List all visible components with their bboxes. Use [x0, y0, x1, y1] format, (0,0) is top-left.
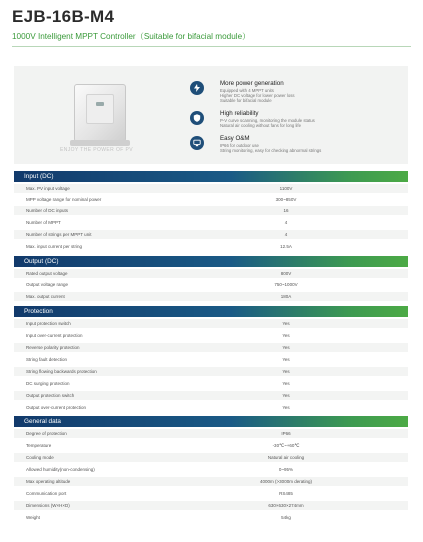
- row-label: Allowed humidity(non-condensing): [26, 467, 95, 472]
- inverter-indicator: [96, 102, 104, 106]
- row-label: Output voltage range: [26, 282, 69, 287]
- section-title: Protection: [24, 307, 53, 315]
- row-label: Communication port: [26, 491, 67, 496]
- inverter-image: [66, 80, 132, 146]
- row-label: Number of strings per MPPT unit: [26, 232, 92, 237]
- feature-title: Easy O&M: [220, 135, 250, 142]
- page-subtitle: 1000V Intelligent MPPT Controller（Suitable for bifacial module）: [12, 32, 251, 41]
- row-value: 630×630×274mm: [268, 503, 304, 508]
- table-row: [14, 206, 408, 215]
- table-row: [14, 489, 408, 498]
- row-value: Yes: [282, 393, 290, 398]
- row-label: Reverse polarity protection: [26, 345, 80, 350]
- row-value: Yes: [282, 369, 290, 374]
- section-title: Input (DC): [24, 172, 54, 180]
- row-label: Weight: [26, 515, 40, 520]
- table-row: [14, 184, 408, 193]
- row-label: Max. output current: [26, 294, 65, 299]
- shield-icon: [190, 111, 204, 125]
- row-value: 800V: [280, 271, 292, 276]
- row-label: Max operating altitude: [26, 479, 71, 484]
- row-value: RS485: [279, 491, 293, 496]
- row-label: Degree of protection: [26, 431, 67, 436]
- table-row: [14, 269, 408, 278]
- section-header-general-data: [14, 416, 408, 427]
- feature-line: String monitoring, easy for checking abnormal strings: [220, 148, 322, 153]
- row-value: Yes: [282, 357, 290, 362]
- row-value: Yes: [282, 333, 290, 338]
- feature-line: Equipped with 4 MPPT units: [220, 88, 274, 93]
- row-label: Output over-current protection: [26, 405, 87, 410]
- row-label: Input protection switch: [26, 321, 71, 326]
- row-label: Dimensions (W×H×D): [26, 503, 70, 508]
- row-label: Temperature: [26, 443, 52, 448]
- row-value: 12.5A: [280, 244, 292, 249]
- row-label: Cooling mode: [26, 455, 54, 460]
- table-row: [14, 501, 408, 510]
- row-label: String fault detection: [26, 357, 68, 362]
- row-label: String flowing backwards protection: [26, 369, 97, 374]
- row-label: Number of MPPT: [26, 220, 61, 225]
- feature-title: High reliability: [220, 110, 259, 117]
- page-title: EJB-16B-M4: [12, 7, 115, 26]
- table-row: [14, 280, 408, 289]
- section-title: Output (DC): [24, 257, 59, 265]
- row-value: IP66: [281, 431, 291, 436]
- title-divider: [12, 46, 411, 47]
- row-value: 16: [283, 208, 289, 213]
- table-row: [14, 477, 408, 486]
- row-value: -30℃~+60℃: [272, 443, 300, 448]
- row-label: Input over-current protection: [26, 333, 83, 338]
- feature-line: IP66 for outdoor use: [220, 143, 259, 148]
- table-row: [14, 429, 408, 438]
- table-row: [14, 465, 408, 474]
- inverter-panel: [86, 94, 114, 124]
- row-value: Yes: [282, 321, 290, 326]
- feature-line: Natural air cooling without fans for long life: [220, 123, 301, 128]
- row-value: 1100V: [279, 186, 293, 191]
- row-value: Yes: [282, 381, 290, 386]
- row-label: Output protection switch: [26, 393, 75, 398]
- power-generation-icon: [190, 81, 204, 95]
- table-row: [14, 453, 408, 462]
- section-header-output-dc: [14, 256, 408, 267]
- row-value: 0~95%: [278, 467, 294, 472]
- row-label: Number of DC inputs: [26, 208, 69, 213]
- table-row: [14, 355, 408, 364]
- feature-title: More power generation: [220, 80, 284, 87]
- table-row: [14, 331, 408, 340]
- inverter-base: [70, 140, 130, 146]
- row-value: 4: [284, 232, 288, 237]
- row-label: DC surging protection: [26, 381, 70, 386]
- section-title: General data: [24, 417, 61, 425]
- row-value: 4000m (>3000m derating): [260, 479, 312, 484]
- row-value: 300~850V: [275, 197, 297, 202]
- table-row: [14, 195, 408, 204]
- table-row: [14, 230, 408, 239]
- row-value: Yes: [282, 405, 290, 410]
- section-header-input-dc: [14, 171, 408, 182]
- row-value: 4: [284, 220, 288, 225]
- feature-line: Higher DC voltage for lower power loss: [220, 93, 295, 98]
- row-label: MPP voltage range for nominal power: [26, 197, 102, 202]
- section-header-protection: [14, 306, 408, 317]
- hero-banner: [14, 66, 408, 164]
- table-row: [14, 292, 408, 301]
- row-label: Max. input current per string: [26, 244, 83, 249]
- table-row: [14, 403, 408, 412]
- row-value: 180A: [280, 294, 292, 299]
- row-value: 54kg: [281, 515, 291, 520]
- table-row: [14, 513, 408, 522]
- feature-line: P-V curve scanning, monitoring the module status: [220, 118, 315, 123]
- table-row: [14, 319, 408, 328]
- table-row: [14, 391, 408, 400]
- feature-line: Suitable for bifacial module: [220, 98, 272, 103]
- hero-caption: ENJOY THE POWER OF PV: [60, 147, 133, 153]
- table-row: [14, 242, 408, 251]
- table-row: [14, 343, 408, 352]
- table-row: [14, 218, 408, 227]
- row-label: Rated output voltage: [26, 271, 68, 276]
- table-row: [14, 441, 408, 450]
- row-value: 750~1000V: [274, 282, 298, 287]
- maintenance-icon: [190, 136, 204, 150]
- row-value: Yes: [282, 345, 290, 350]
- table-row: [14, 367, 408, 376]
- row-value: Natural air cooling: [267, 455, 305, 460]
- row-label: Max. PV input voltage: [26, 186, 70, 191]
- table-row: [14, 379, 408, 388]
